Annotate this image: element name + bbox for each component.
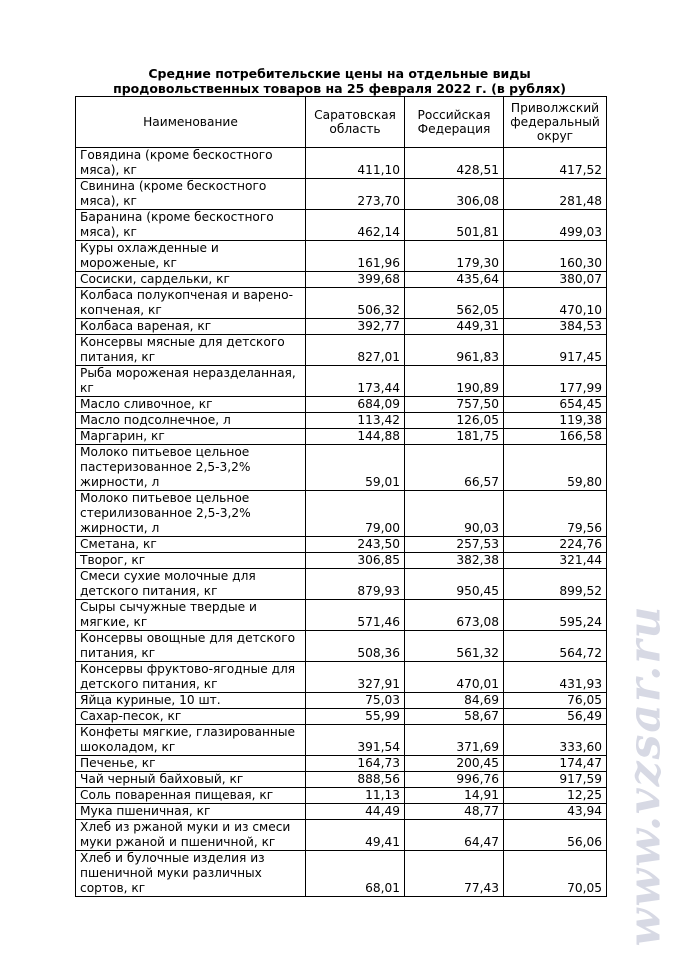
cell-name: Куры охлажденные и мороженые, кг [76, 241, 306, 272]
cell-russia: 14,91 [405, 788, 504, 804]
cell-district: 417,52 [504, 148, 607, 179]
cell-name: Хлеб из ржаной муки и из смеси муки ржаной и пшеничной, кг [76, 820, 306, 851]
cell-district: 654,45 [504, 397, 607, 413]
cell-name: Масло подсолнечное, л [76, 413, 306, 429]
cell-region: 49,41 [306, 820, 405, 851]
cell-russia: 382,38 [405, 553, 504, 569]
cell-district: 595,24 [504, 600, 607, 631]
cell-region: 11,13 [306, 788, 405, 804]
cell-district: 281,48 [504, 179, 607, 210]
cell-region: 68,01 [306, 851, 405, 897]
cell-district: 384,53 [504, 319, 607, 335]
cell-region: 273,70 [306, 179, 405, 210]
cell-russia: 200,45 [405, 756, 504, 772]
title-line-2: продовольственных товаров на 25 февраля 2022 г. (в рублях) [113, 81, 566, 96]
table-row [76, 148, 607, 179]
cell-russia: 306,08 [405, 179, 504, 210]
table-row [76, 429, 607, 445]
cell-russia: 561,32 [405, 631, 504, 662]
table-row [76, 491, 607, 537]
table-row [76, 569, 607, 600]
cell-russia: 90,03 [405, 491, 504, 537]
cell-name: Рыба мороженая неразделанная, кг [76, 366, 306, 397]
cell-region: 243,50 [306, 537, 405, 553]
table-body [76, 148, 607, 897]
table-row [76, 820, 607, 851]
cell-region: 327,91 [306, 662, 405, 693]
cell-region: 411,10 [306, 148, 405, 179]
cell-district: 917,45 [504, 335, 607, 366]
table-row [76, 600, 607, 631]
table-row [76, 553, 607, 569]
cell-russia: 126,05 [405, 413, 504, 429]
table-row [76, 631, 607, 662]
cell-russia: 562,05 [405, 288, 504, 319]
cell-district: 380,07 [504, 272, 607, 288]
cell-region: 392,77 [306, 319, 405, 335]
cell-region: 506,32 [306, 288, 405, 319]
cell-russia: 257,53 [405, 537, 504, 553]
table-row [76, 537, 607, 553]
cell-region: 44,49 [306, 804, 405, 820]
cell-russia: 757,50 [405, 397, 504, 413]
cell-name: Колбаса полукопченая и варено-копченая, кг [76, 288, 306, 319]
header-region: Саратовская область [306, 97, 405, 148]
table-row [76, 772, 607, 788]
table-row [76, 756, 607, 772]
cell-russia: 950,45 [405, 569, 504, 600]
cell-district: 470,10 [504, 288, 607, 319]
cell-russia: 673,08 [405, 600, 504, 631]
cell-russia: 501,81 [405, 210, 504, 241]
table-row [76, 335, 607, 366]
cell-russia: 181,75 [405, 429, 504, 445]
cell-region: 571,46 [306, 600, 405, 631]
cell-name: Яйца куриные, 10 шт. [76, 693, 306, 709]
cell-district: 333,60 [504, 725, 607, 756]
cell-name: Молоко питьевое цельное стерилизованное 2,5-3,2% жирности, л [76, 491, 306, 537]
document-title [0, 66, 679, 96]
table-row [76, 662, 607, 693]
cell-district: 166,58 [504, 429, 607, 445]
cell-region: 173,44 [306, 366, 405, 397]
cell-russia: 66,57 [405, 445, 504, 491]
cell-name: Масло сливочное, кг [76, 397, 306, 413]
cell-district: 12,25 [504, 788, 607, 804]
cell-russia: 961,83 [405, 335, 504, 366]
cell-region: 55,99 [306, 709, 405, 725]
cell-region: 399,68 [306, 272, 405, 288]
cell-name: Сметана, кг [76, 537, 306, 553]
cell-name: Консервы фруктово-ягодные для детского питания, кг [76, 662, 306, 693]
cell-district: 70,05 [504, 851, 607, 897]
cell-region: 113,42 [306, 413, 405, 429]
cell-russia: 58,67 [405, 709, 504, 725]
site-watermark [615, 600, 675, 950]
table-row [76, 788, 607, 804]
table-row [76, 210, 607, 241]
prices-table [75, 96, 607, 897]
cell-region: 144,88 [306, 429, 405, 445]
table-row [76, 179, 607, 210]
cell-district: 119,38 [504, 413, 607, 429]
cell-district: 43,94 [504, 804, 607, 820]
cell-district: 177,99 [504, 366, 607, 397]
cell-name: Творог, кг [76, 553, 306, 569]
cell-name: Консервы мясные для детского питания, кг [76, 335, 306, 366]
cell-region: 79,00 [306, 491, 405, 537]
cell-region: 306,85 [306, 553, 405, 569]
cell-name: Сыры сычужные твердые и мягкие, кг [76, 600, 306, 631]
cell-name: Колбаса вареная, кг [76, 319, 306, 335]
table-row [76, 693, 607, 709]
cell-name: Чай черный байховый, кг [76, 772, 306, 788]
cell-name: Свинина (кроме бескостного мяса), кг [76, 179, 306, 210]
table-row [76, 413, 607, 429]
cell-name: Мука пшеничная, кг [76, 804, 306, 820]
cell-russia: 449,31 [405, 319, 504, 335]
table-row [76, 445, 607, 491]
cell-russia: 84,69 [405, 693, 504, 709]
cell-district: 564,72 [504, 631, 607, 662]
cell-region: 684,09 [306, 397, 405, 413]
cell-name: Печенье, кг [76, 756, 306, 772]
cell-russia: 428,51 [405, 148, 504, 179]
table-row [76, 804, 607, 820]
cell-name: Молоко питьевое цельное пастеризованное 2,5-3,2% жирности, л [76, 445, 306, 491]
cell-region: 462,14 [306, 210, 405, 241]
table-row [76, 709, 607, 725]
cell-russia: 435,64 [405, 272, 504, 288]
table-row [76, 397, 607, 413]
cell-district: 224,76 [504, 537, 607, 553]
cell-name: Баранина (кроме бескостного мяса), кг [76, 210, 306, 241]
table-row [76, 725, 607, 756]
cell-district: 899,52 [504, 569, 607, 600]
cell-district: 56,06 [504, 820, 607, 851]
cell-district: 56,49 [504, 709, 607, 725]
cell-russia: 77,43 [405, 851, 504, 897]
cell-russia: 996,76 [405, 772, 504, 788]
cell-district: 79,56 [504, 491, 607, 537]
table-row [76, 366, 607, 397]
cell-district: 59,80 [504, 445, 607, 491]
cell-name: Маргарин, кг [76, 429, 306, 445]
table-row [76, 272, 607, 288]
cell-region: 161,96 [306, 241, 405, 272]
title-line-1: Средние потребительские цены на отдельные виды [148, 66, 531, 81]
table-row [76, 241, 607, 272]
cell-name: Говядина (кроме бескостного мяса), кг [76, 148, 306, 179]
cell-region: 827,01 [306, 335, 405, 366]
cell-region: 75,03 [306, 693, 405, 709]
cell-region: 59,01 [306, 445, 405, 491]
cell-name: Сосиски, сардельки, кг [76, 272, 306, 288]
cell-name: Сахар-песок, кг [76, 709, 306, 725]
table-header-row [76, 97, 607, 148]
cell-region: 888,56 [306, 772, 405, 788]
cell-russia: 48,77 [405, 804, 504, 820]
cell-district: 160,30 [504, 241, 607, 272]
watermark-text: www.vzsar.ru [619, 604, 671, 946]
cell-russia: 64,47 [405, 820, 504, 851]
cell-name: Консервы овощные для детского питания, кг [76, 631, 306, 662]
cell-district: 499,03 [504, 210, 607, 241]
cell-russia: 190,89 [405, 366, 504, 397]
table-row [76, 319, 607, 335]
cell-name: Хлеб и булочные изделия из пшеничной муки различных сортов, кг [76, 851, 306, 897]
cell-region: 508,36 [306, 631, 405, 662]
table-row [76, 851, 607, 897]
header-name: Наименование [76, 97, 306, 148]
cell-district: 917,59 [504, 772, 607, 788]
cell-name: Конфеты мягкие, глазированные шоколадом, кг [76, 725, 306, 756]
cell-russia: 371,69 [405, 725, 504, 756]
cell-region: 164,73 [306, 756, 405, 772]
cell-district: 174,47 [504, 756, 607, 772]
cell-region: 391,54 [306, 725, 405, 756]
cell-region: 879,93 [306, 569, 405, 600]
cell-district: 431,93 [504, 662, 607, 693]
header-russia: Российская Федерация [405, 97, 504, 148]
table-row [76, 288, 607, 319]
cell-district: 321,44 [504, 553, 607, 569]
cell-russia: 179,30 [405, 241, 504, 272]
cell-name: Смеси сухие молочные для детского питания, кг [76, 569, 306, 600]
cell-russia: 470,01 [405, 662, 504, 693]
cell-district: 76,05 [504, 693, 607, 709]
header-district: Приволжский федеральный округ [504, 97, 607, 148]
cell-name: Соль поваренная пищевая, кг [76, 788, 306, 804]
